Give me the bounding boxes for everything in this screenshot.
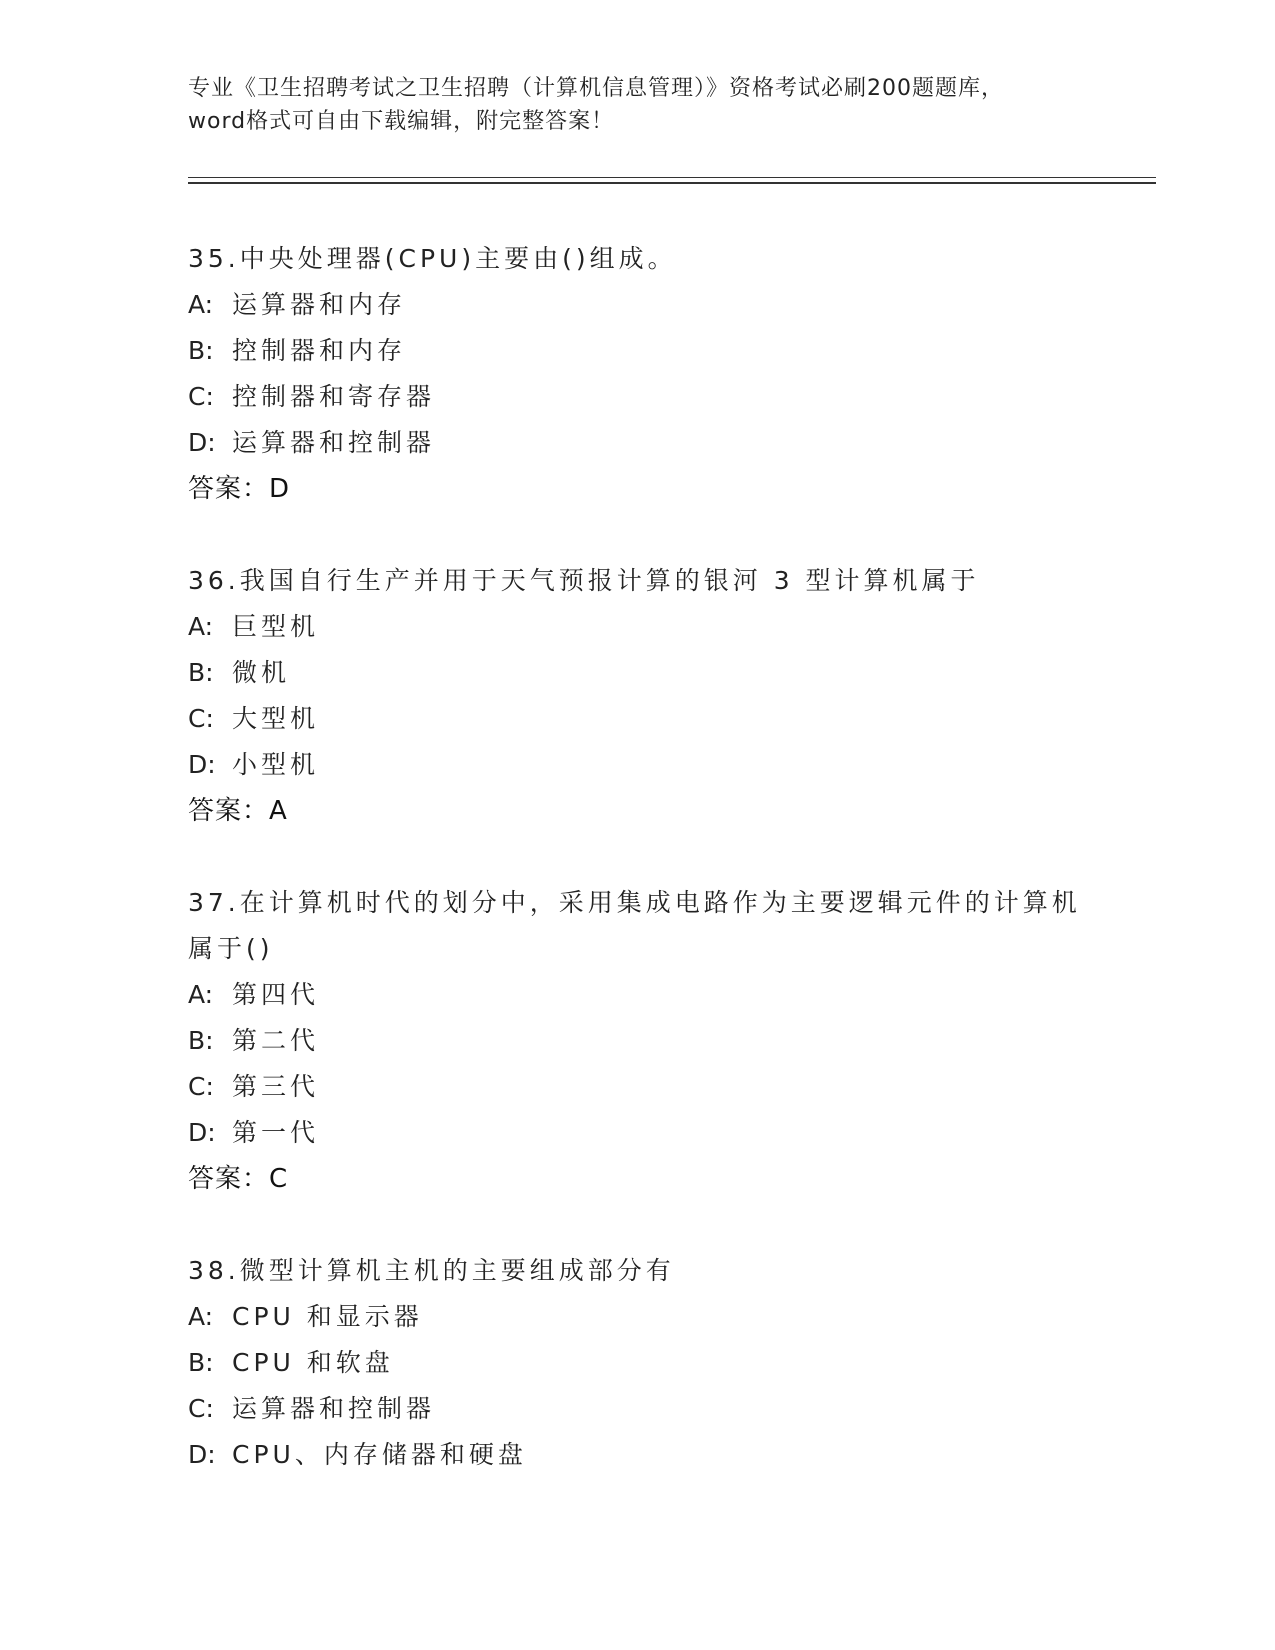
question-spacer bbox=[188, 834, 1088, 880]
option-a bbox=[188, 604, 1088, 650]
option-a bbox=[188, 1294, 1088, 1340]
option-a bbox=[188, 972, 1088, 1018]
option-text: 运算器和控制器 bbox=[232, 428, 436, 457]
option-b bbox=[188, 650, 1088, 696]
option-text: 小型机 bbox=[232, 750, 320, 779]
header-divider-top bbox=[188, 177, 1156, 178]
option-d bbox=[188, 420, 1088, 466]
question-stem: 36.我国自行生产并用于天气预报计算的银河 3 型计算机属于 bbox=[188, 566, 980, 595]
answer-line: 答案：D bbox=[188, 474, 291, 504]
option-key: A: bbox=[188, 1302, 214, 1331]
answer-line: 答案：C bbox=[188, 1164, 289, 1194]
option-text: 大型机 bbox=[232, 704, 320, 733]
document-header bbox=[188, 72, 1088, 138]
option-text: 第三代 bbox=[232, 1072, 320, 1101]
option-c bbox=[188, 1064, 1088, 1110]
question-list bbox=[188, 236, 1088, 1478]
option-b bbox=[188, 328, 1088, 374]
option-key: D: bbox=[188, 1440, 216, 1469]
option-c bbox=[188, 374, 1088, 420]
option-text: CPU 和显示器 bbox=[232, 1302, 423, 1331]
option-a bbox=[188, 282, 1088, 328]
option-key: B: bbox=[188, 658, 214, 687]
option-key: C: bbox=[188, 382, 214, 411]
option-key: C: bbox=[188, 704, 214, 733]
option-text: 运算器和内存 bbox=[232, 290, 407, 319]
option-key: D: bbox=[188, 428, 216, 457]
question-stem: 35.中央处理器(CPU)主要由()组成。 bbox=[188, 244, 677, 273]
option-key: D: bbox=[188, 1118, 216, 1147]
option-text: CPU、内存储器和硬盘 bbox=[232, 1440, 527, 1469]
option-key: B: bbox=[188, 1026, 214, 1055]
question-38 bbox=[188, 1248, 1088, 1478]
header-title-line-1: 专业《卫生招聘考试之卫生招聘（计算机信息管理）》资格考试必刷200题题库， bbox=[188, 76, 1004, 101]
option-d bbox=[188, 742, 1088, 788]
question-37 bbox=[188, 880, 1088, 1202]
question-stem: 37.在计算机时代的划分中，采用集成电路作为主要逻辑元件的计算机属于() bbox=[188, 888, 1081, 963]
option-key: D: bbox=[188, 750, 216, 779]
option-key: A: bbox=[188, 290, 214, 319]
option-b bbox=[188, 1340, 1088, 1386]
option-text: 运算器和控制器 bbox=[232, 1394, 436, 1423]
option-text: 控制器和寄存器 bbox=[232, 382, 436, 411]
header-title-line-2: word格式可自由下载编辑，附完整答案！ bbox=[188, 109, 615, 134]
option-key: C: bbox=[188, 1072, 214, 1101]
option-key: A: bbox=[188, 612, 214, 641]
question-35 bbox=[188, 236, 1088, 512]
option-d bbox=[188, 1432, 1088, 1478]
option-text: 控制器和内存 bbox=[232, 336, 407, 365]
header-divider-bottom bbox=[188, 182, 1156, 184]
option-text: 巨型机 bbox=[232, 612, 320, 641]
option-text: 第一代 bbox=[232, 1118, 320, 1147]
option-b bbox=[188, 1018, 1088, 1064]
option-text: 第二代 bbox=[232, 1026, 320, 1055]
question-spacer bbox=[188, 512, 1088, 558]
option-c bbox=[188, 696, 1088, 742]
option-d bbox=[188, 1110, 1088, 1156]
question-stem: 38.微型计算机主机的主要组成部分有 bbox=[188, 1256, 675, 1285]
option-text: CPU 和软盘 bbox=[232, 1348, 394, 1377]
question-36 bbox=[188, 558, 1088, 834]
option-key: B: bbox=[188, 336, 214, 365]
option-text: 第四代 bbox=[232, 980, 320, 1009]
option-key: A: bbox=[188, 980, 214, 1009]
option-key: C: bbox=[188, 1394, 214, 1423]
answer-line: 答案：A bbox=[188, 796, 288, 826]
option-c bbox=[188, 1386, 1088, 1432]
question-spacer bbox=[188, 1202, 1088, 1248]
option-key: B: bbox=[188, 1348, 214, 1377]
option-text: 微机 bbox=[232, 658, 291, 687]
